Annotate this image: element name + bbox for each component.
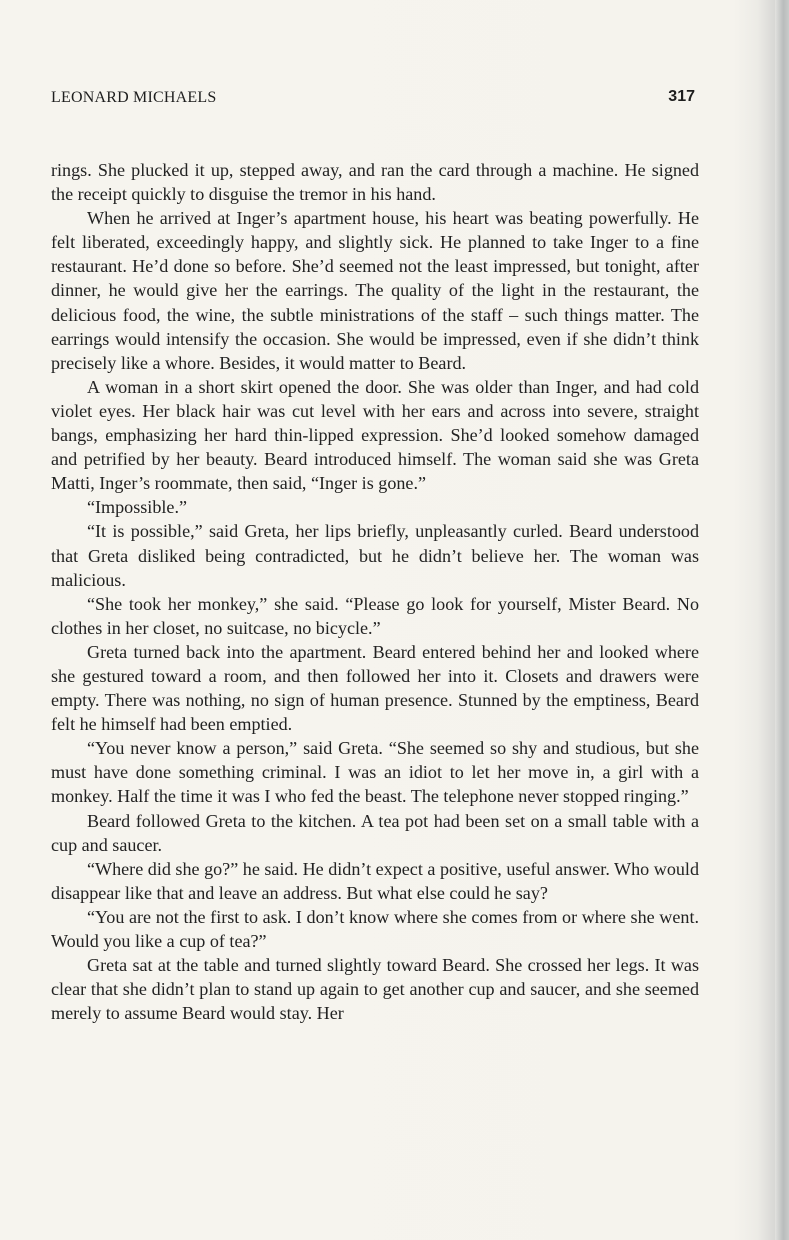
paragraph: “Where did she go?” he said. He didn’t expect a positive, useful answer. Who would disappear like that and leave an address. But what else could he say? [51,858,699,903]
paragraph: “You are not the first to ask. I don’t know where she comes from or where she went. Would you like a cup of tea?” [51,906,699,951]
paragraph: Greta sat at the table and turned slightly toward Beard. She crossed her legs. It was clear that she didn’t plan to stand up again to get another cup and saucer, and she seemed merely to assume Beard would stay. Her [51,955,699,1024]
body-text [51,158,699,1025]
paragraph: When he arrived at Inger’s apartment house, his heart was beating powerfully. He felt liberated, exceedingly happy, and slightly sick. He planned to take Inger to a fine restaurant. He’d done so before. She’d seemed not the least impressed, but tonight, after dinner, he would give her the earrings. The quality of the light in the restaurant, the delicious food, the wine, the subtle ministrations of the staff – such things matter. The earrings would intensify the occasion. She would be impressed, even if she didn’t think precisely like a whore. Besides, it would matter to Beard. [51,208,699,373]
paragraph: “You never know a person,” said Greta. “She seemed so shy and studious, but she must have done something criminal. I was an idiot to let her move in, a girl with a monkey. Half the time it was I who fed the beast. The telephone never stopped ringing.” [51,738,699,807]
paragraph: A woman in a short skirt opened the door. She was older than Inger, and had cold violet eyes. Her black hair was cut level with her ears and across into severe, straight bangs, emphasizing her hard thin-lipped expression. She’d looked somehow damaged and petrified by her beauty. Beard introduced himself. The woman said she was Greta Matti, Inger’s roommate, then said, “Inger is gone.” [51,376,699,494]
paragraph: “She took her monkey,” she said. “Please go look for yourself, Mister Beard. No clothes in her closet, no suitcase, no bicycle.” [51,593,699,638]
paragraph: Greta turned back into the apartment. Beard entered behind her and looked where she gestured toward a room, and then followed her into it. Closets and drawers were empty. There was nothing, no sign of human presence. Stunned by the emptiness, Beard felt he himself had been emptied. [51,641,699,735]
page-number: 317 [668,88,695,105]
running-head [51,88,695,112]
paragraph: rings. She plucked it up, stepped away, and ran the card through a machine. He signed the receipt quickly to disguise the tremor in his hand. [51,160,699,205]
running-head-author: LEONARD MICHAELS [51,89,217,106]
paragraph: “It is possible,” said Greta, her lips briefly, unpleasantly curled. Beard understood that Greta disliked being contradicted, but he didn’t believe her. The woman was malicious. [51,521,699,590]
paragraph: Beard followed Greta to the kitchen. A tea pot had been set on a small table with a cup and saucer. [51,810,699,855]
paragraph: “Impossible.” [87,497,187,518]
page-gutter-edge [775,0,789,1240]
